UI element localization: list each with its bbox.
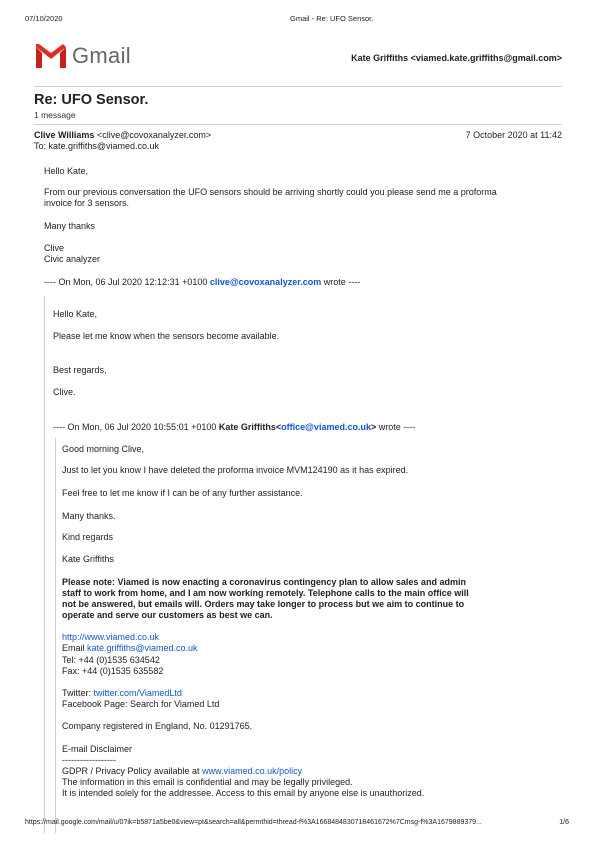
- quote-header-suffix: wrote ----: [378, 422, 416, 432]
- company-line: Company registered in England, No. 01291765.: [62, 721, 253, 731]
- account-label: Kate Griffiths <viamed.kate.griffiths@gmail.com>: [351, 53, 562, 63]
- message-count: 1 message: [34, 110, 76, 120]
- quote-greeting: Good morning Clive,: [62, 444, 145, 454]
- thread-subject: Re: UFO Sensor.: [34, 92, 149, 108]
- disclaimer-title: E-mail Disclaimer: [62, 744, 133, 754]
- body-line: invoice for 3 sensors.: [44, 198, 130, 208]
- quote-header: [44, 277, 360, 288]
- thanks: Many thanks: [44, 221, 96, 231]
- gdpr-text: GDPR / Privacy Policy available at: [62, 766, 200, 776]
- brand-name: Gmail: [72, 43, 131, 68]
- twitter-link[interactable]: twitter.com/ViamedLtd: [93, 688, 182, 698]
- website-link[interactable]: http://www.viamed.co.uk: [62, 632, 160, 642]
- sender-email: <clive@covoxanalyzer.com>: [96, 130, 212, 140]
- quote-body: Just to let you know I have deleted the proforma invoice MVM124190 as it has expired.: [62, 465, 409, 475]
- quote-body: Feel free to let me know if I can be of any further assistance.: [62, 488, 303, 498]
- greeting: Hello Kate,: [44, 166, 89, 176]
- quote-name: Kate Griffiths: [62, 554, 114, 564]
- quote-header-name: Kate Griffiths: [218, 422, 276, 432]
- quote-regards: Best regards,: [53, 365, 107, 375]
- quote-header-email[interactable]: clive@covoxanalyzer.com: [209, 277, 322, 287]
- confidential-line: The information in this email is confidential and may be legally privileged.: [62, 777, 353, 787]
- quote-header-suffix: wrote ----: [323, 277, 361, 287]
- sender: [34, 130, 211, 141]
- signature-name: Clive: [44, 243, 65, 253]
- facebook-line: Facebook Page: Search for Viamed Ltd: [62, 699, 220, 709]
- gmail-m-icon[interactable]: [34, 42, 68, 70]
- quote-header-bracket: >: [370, 422, 377, 432]
- twitter-label: Twitter:: [62, 688, 92, 698]
- body-line: From our previous conversation the UFO sensors should be arriving shortly could you please send me a proforma: [44, 187, 497, 197]
- signature-company: Civic analyzer: [44, 254, 101, 264]
- tel-line: Tel: +44 (0)1535 634542: [62, 655, 160, 665]
- fax-line: Fax: +44 (0)1535 635582: [62, 666, 164, 676]
- footer-url: https://mail.google.com/mail/u/0?ik=b5871a5be0&view=pt&search=all&permthid=thread-f%3A1668484830718461672%7Cmsg-f%3A1679889379...: [25, 819, 482, 826]
- quote-header: [53, 422, 415, 433]
- quote-thanks: Many thanks.: [62, 511, 116, 521]
- twitter-line: [62, 688, 182, 699]
- quote-regards: Kind regards: [62, 532, 114, 542]
- page-number: 1/6: [559, 819, 569, 826]
- gdpr-line: [62, 766, 302, 777]
- quote-header-text: ---- On Mon, 06 Jul 2020 10:55:01 +0100: [53, 422, 217, 432]
- print-date: 07/10/2020: [25, 14, 63, 23]
- email-line: [62, 643, 198, 654]
- quote-header-text: ---- On Mon, 06 Jul 2020 12:12:31 +0100: [44, 277, 208, 287]
- notice-line: not be answered, but emails will. Orders may take longer to process but we aim to continue to: [62, 599, 465, 609]
- notice-line: staff to work from home, and I am now working remotely. Telephone calls to the main office will: [62, 588, 469, 598]
- recipient: To: kate.griffiths@viamed.co.uk: [34, 141, 160, 151]
- quote-name: Clive.: [53, 387, 76, 397]
- divider: [34, 124, 562, 125]
- email-label: Email: [62, 643, 85, 653]
- confidential-line: It is intended solely for the addressee. Access to this email by anyone else is unauthorized.: [62, 788, 425, 798]
- sender-name: Clive Williams: [34, 130, 95, 140]
- quote-header-email[interactable]: office@viamed.co.uk: [281, 422, 371, 432]
- message-date: 7 October 2020 at 11:42: [465, 130, 562, 140]
- email-link[interactable]: kate.griffiths@viamed.co.uk: [87, 643, 198, 653]
- quote-header-bracket: <: [275, 422, 282, 432]
- print-title: Gmail - Re: UFO Sensor.: [290, 14, 374, 23]
- quote-bar: [55, 438, 56, 833]
- gdpr-link[interactable]: www.viamed.co.uk/policy: [202, 766, 303, 776]
- notice-line: operate and serve our customers as best we can.: [62, 610, 273, 620]
- quote-bar: [44, 296, 45, 833]
- quote-body: Please let me know when the sensors become available.: [53, 331, 280, 341]
- quote-greeting: Hello Kate,: [53, 309, 98, 319]
- divider: [34, 86, 562, 87]
- disclaimer-rule: ------------------: [62, 755, 116, 765]
- notice-line: Please note: Viamed is now enacting a coronavirus contingency plan to allow sales and admin: [62, 577, 466, 587]
